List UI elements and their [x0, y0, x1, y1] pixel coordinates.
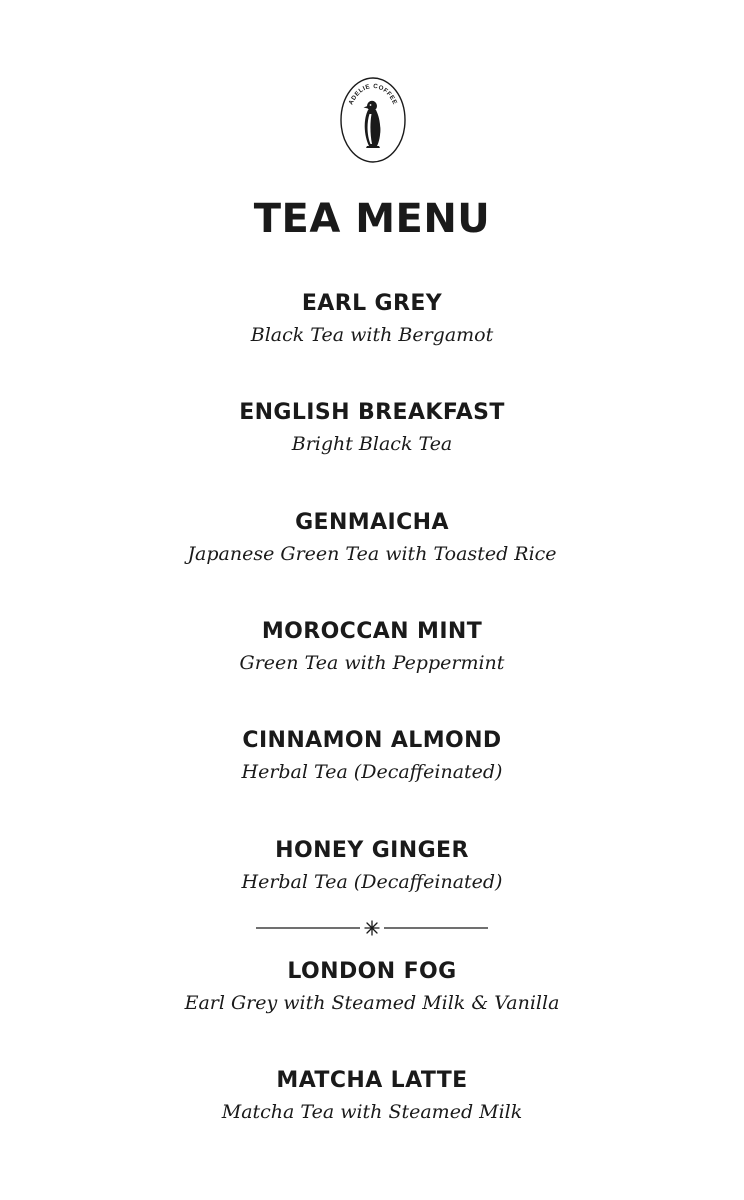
menu-item: [0, 958, 744, 1016]
menu-item-description: Herbal Tea (Decaffeinated): [241, 871, 503, 893]
menu-item: [0, 618, 744, 676]
menu-item-description: Matcha Tea with Steamed Milk: [221, 1101, 523, 1123]
menu-item-name: HONEY GINGER: [275, 838, 469, 863]
menu-item-description: Japanese Green Tea with Toasted Rice: [187, 543, 557, 565]
brand-logo: [339, 76, 407, 164]
menu-item-name: LONDON FOG: [287, 959, 457, 984]
menu-item: [0, 290, 744, 348]
menu-item-name: GENMAICHA: [295, 510, 449, 535]
penguin-icon: [364, 101, 381, 148]
menu-item-description: Green Tea with Peppermint: [239, 652, 505, 674]
menu-item-name: EARL GREY: [301, 291, 443, 316]
menu-item-name: CINNAMON ALMOND: [242, 728, 502, 753]
section-divider: [256, 918, 488, 938]
page-title: TEA MENU: [253, 196, 491, 242]
menu-item-name: MOROCCAN MINT: [261, 619, 483, 644]
menu-item: [0, 399, 744, 457]
menu-item: [0, 1067, 744, 1125]
menu-item-description: Earl Grey with Steamed Milk & Vanilla: [184, 992, 560, 1014]
menu-item: [0, 837, 744, 895]
menu-item-description: Black Tea with Bergamot: [250, 324, 494, 346]
menu-item-description: Bright Black Tea: [291, 433, 453, 455]
menu-item-name: MATCHA LATTE: [276, 1068, 468, 1093]
ornament-star-icon: [365, 921, 379, 935]
menu-item: [0, 509, 744, 567]
logo-text: ADELIE COFFEE: [347, 82, 399, 107]
menu-item-name: ENGLISH BREAKFAST: [239, 400, 505, 425]
menu-item: [0, 727, 744, 785]
menu-item-description: Herbal Tea (Decaffeinated): [241, 761, 503, 783]
